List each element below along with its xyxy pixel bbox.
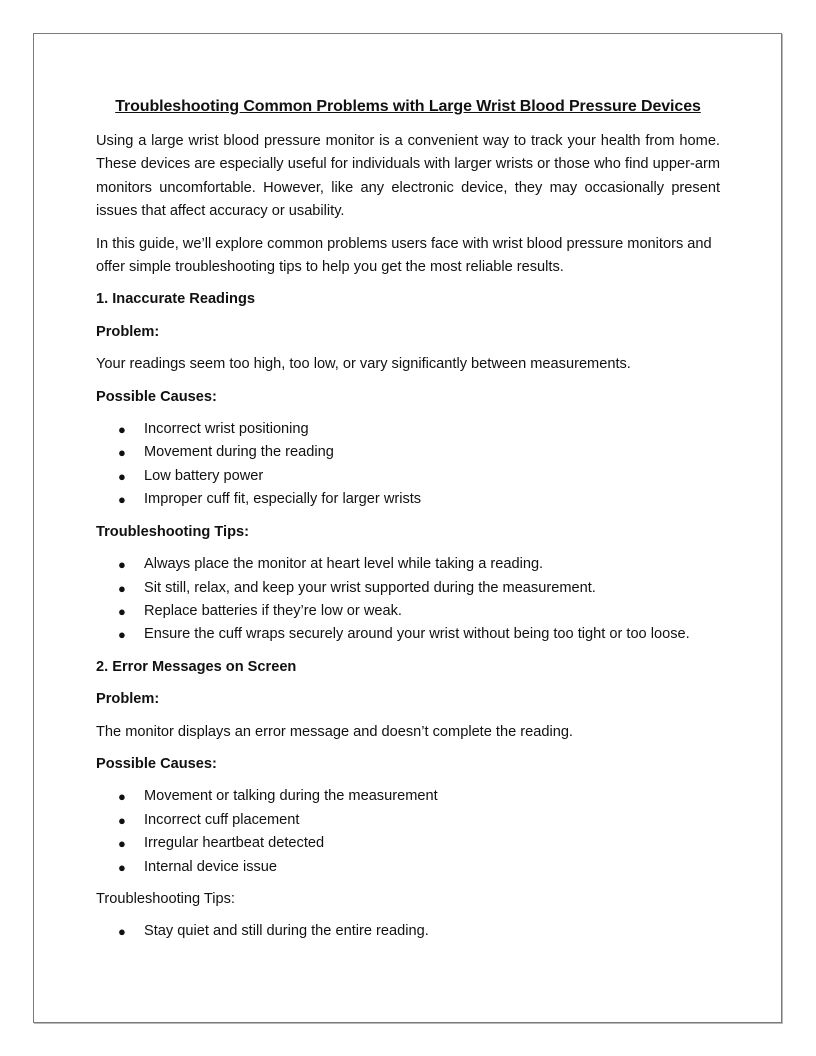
list-item-text: Incorrect wrist positioning (144, 421, 309, 438)
tips-list (96, 553, 720, 647)
document-title: Troubleshooting Common Problems with Large Wrist Blood Pressure Devices (115, 98, 701, 115)
causes-list (96, 418, 720, 512)
list-item-text: Replace batteries if they’re low or weak. (144, 602, 402, 619)
problem-label: Problem: (96, 323, 160, 340)
section-heading: 1. Inaccurate Readings (96, 291, 255, 308)
causes-label: Possible Causes: (96, 755, 217, 772)
problem-text: The monitor displays an error message and doesn’t complete the reading. (96, 723, 573, 740)
bullet-icon: ● (118, 836, 126, 852)
list-item (96, 553, 720, 576)
bullet-icon: ● (118, 468, 126, 484)
list-item-text: Improper cuff fit, especially for larger wrists (144, 491, 422, 508)
list-item-text: Ensure the cuff wraps securely around your wrist without being too tight or too loose. (144, 626, 690, 643)
bullet-icon: ● (118, 859, 126, 875)
problem-label: Problem: (96, 691, 160, 708)
bullet-icon: ● (118, 580, 126, 596)
intro-paragraph: Using a large wrist blood pressure monitor is a convenient way to track your health from home. These devices are especially useful for individuals with larger wrists or those who find upper-arm monitors uncomfortable. However, like any electronic device, they may occasionally present issues that affect accuracy or usability. (96, 133, 720, 220)
bullet-icon: ● (118, 627, 126, 643)
document-body (96, 96, 720, 953)
list-item (96, 600, 720, 623)
list-item (96, 856, 720, 879)
list-item (96, 577, 720, 600)
list-item (96, 809, 720, 832)
list-item-text: Movement or talking during the measurement (144, 788, 438, 805)
list-item (96, 465, 720, 488)
list-item-text: Stay quiet and still during the entire reading. (144, 923, 429, 940)
tips-list (96, 920, 720, 943)
bullet-icon: ● (118, 422, 126, 438)
tips-label: Troubleshooting Tips: (96, 523, 249, 540)
section-heading: 2. Error Messages on Screen (96, 658, 297, 675)
bullet-icon: ● (118, 924, 126, 940)
list-item (96, 441, 720, 464)
bullet-icon: ● (118, 603, 126, 619)
list-item (96, 920, 720, 943)
list-item-text: Irregular heartbeat detected (144, 835, 325, 852)
list-item (96, 785, 720, 808)
tips-label: Troubleshooting Tips: (96, 890, 235, 907)
list-item-text: Internal device issue (144, 858, 278, 875)
bullet-icon: ● (118, 492, 126, 508)
list-item-text: Low battery power (144, 467, 264, 484)
causes-list (96, 785, 720, 879)
list-item-text: Always place the monitor at heart level while taking a reading. (144, 556, 544, 573)
list-item (96, 832, 720, 855)
problem-text: Your readings seem too high, too low, or vary significantly between measurements. (96, 356, 631, 373)
bullet-icon: ● (118, 789, 126, 805)
bullet-icon: ● (118, 557, 126, 573)
list-item-text: Incorrect cuff placement (144, 811, 300, 828)
causes-label: Possible Causes: (96, 388, 217, 405)
bullet-icon: ● (118, 812, 126, 828)
intro-paragraph: In this guide, we’ll explore common problems users face with wrist blood pressure monitors and offer simple troubleshooting tips to help you get the most reliable results. (96, 235, 712, 276)
list-item (96, 488, 720, 511)
bullet-icon: ● (118, 445, 126, 461)
list-item-text: Movement during the reading (144, 444, 334, 461)
list-item (96, 623, 720, 646)
list-item (96, 418, 720, 441)
list-item-text: Sit still, relax, and keep your wrist supported during the measurement. (144, 579, 596, 596)
